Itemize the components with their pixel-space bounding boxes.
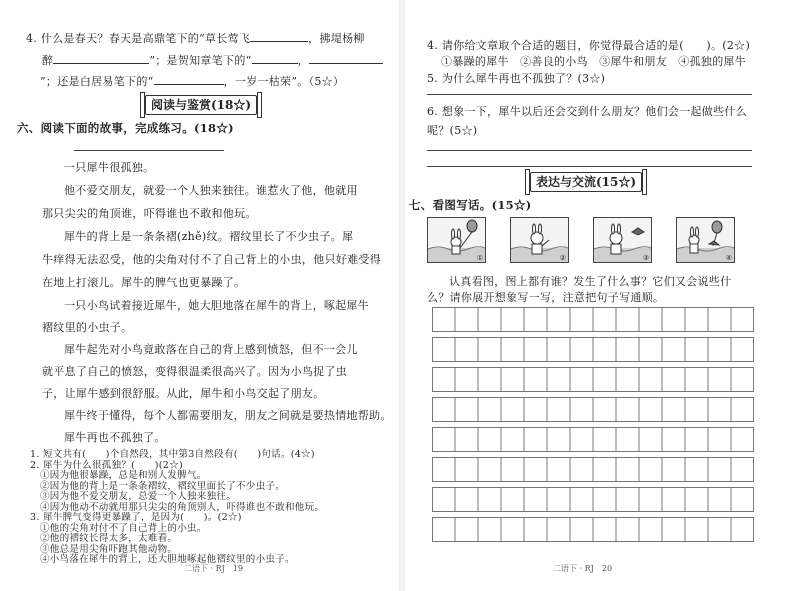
q5-answer-line[interactable] — [427, 94, 752, 95]
story-line: 牛痒得无法忍受，他的尖角对付不了自己背上的小虫，他只好难受得 — [42, 253, 381, 266]
story-picture-2 — [510, 217, 569, 263]
picture-number: ① — [476, 254, 483, 262]
section-reading-badge: 阅读与鉴赏(18☆) — [145, 95, 257, 115]
page-footer-left: 二语下 · RJ 19 — [184, 564, 244, 573]
page-footer-right: 二语下 · RJ 20 — [553, 564, 613, 573]
writing-prompt-line1: 认真看图，图上都有谁？发生了什么事？它们又会说些什 — [449, 275, 732, 288]
story-line: 一只犀牛很孤独。 — [64, 161, 155, 174]
q4-text: ”；还是白居易笔下的“ — [40, 75, 154, 88]
q3-option-2: ②他的褶纹长得太多，太难看。 — [40, 533, 178, 544]
picture-number: ② — [559, 254, 566, 262]
story-line: 犀牛终于懂得，每个人都需要朋友，朋友之间就是要热情地帮助。 — [64, 409, 392, 422]
q3-option-3: ③他总是用尖角吓跑其他动物。 — [40, 543, 178, 555]
picture-number: ③ — [642, 254, 649, 262]
story-line: 就平息了自己的愤怒，变得很温柔很高兴了。因为小鸟捉了虫 — [42, 365, 348, 378]
question-3: 3. 犀牛脾气变得更暴躁了，是因为( )。(2☆) — [30, 512, 242, 523]
right-question-4: 4. 请你给文章取个合适的题目，你觉得最合适的是( )。(2☆) — [427, 39, 751, 52]
question-1: 1. 短文共有( )个自然段，其中第3自然段有( )句话。(4☆) — [30, 449, 315, 460]
q3-option-1: ①他的尖角对付不了自己背上的小虫。 — [40, 522, 207, 534]
right-question-6-line1: 6. 想象一下，犀牛以后还会交到什么朋友？他们会一起做些什么 — [427, 105, 747, 118]
writing-prompt-line2: 么？请你展开想象写一写，注意把句子写通顺。 — [427, 291, 665, 304]
story-line: 一只小鸟试着接近犀牛，她大胆地落在犀牛的背上，啄起犀牛 — [64, 299, 370, 312]
story-picture-4 — [676, 217, 735, 263]
picture-number: ④ — [725, 254, 732, 262]
q4-text: 4. 什么是春天？春天是高鼎笔下的“草长莺飞 — [26, 32, 251, 45]
q2-option-3: ③因为他不爱交朋友，总爱一个人独来独往。 — [40, 491, 237, 502]
q4-text: ”；是贺知章笔下的“ — [149, 54, 252, 67]
q3-option-4: ④小鸟落在犀牛的背上，还大胆地啄起他褶纹里的小虫子。 — [40, 554, 295, 565]
right-question-6-line2: 呢？(5☆) — [427, 124, 478, 137]
right-page — [405, 0, 800, 591]
section-seven-title: 七、看图写话。(15☆) — [409, 198, 532, 212]
story-line: 犀牛起先对小鸟竟敢落在自己的背上感到愤怒，但不一会儿 — [64, 343, 358, 356]
right-question-5: 5. 为什么犀牛再也不孤独了？(3☆) — [427, 72, 606, 85]
story-line: 在地上打滚儿。犀牛的脾气也更暴躁了。 — [42, 276, 246, 289]
q4-text: ，拂堤杨柳 — [308, 32, 365, 45]
section-six-title: 六、阅读下面的故事，完成练习。(18☆) — [17, 121, 234, 135]
story-picture-1 — [427, 217, 486, 263]
q2-option-1: ①因为他很暴躁，总是和别人发脾气。 — [40, 470, 207, 481]
q4-text: ，一岁一枯荣”。（5☆） — [223, 75, 345, 88]
q4-text: 醉 — [42, 54, 54, 67]
section-express-badge: 表达与交流(15☆) — [530, 172, 642, 192]
question-2: 2. 犀牛为什么很孤独？( )(2☆) — [30, 459, 183, 471]
story-line: 子，让犀牛感到很舒服。从此，犀牛和小鸟交起了朋友。 — [42, 387, 325, 400]
story-line: 褶纹里的小虫子。 — [42, 321, 133, 334]
q6-answer-line-2[interactable] — [427, 166, 752, 167]
q6-answer-line-1[interactable] — [427, 150, 752, 151]
story-line: 犀牛的背上是一条条褶(zhě)纹。褶纹里长了不少虫子。犀 — [64, 230, 354, 243]
q2-option-4: ④因为他动不动就用那只尖尖的角顶别人，吓得谁也不敢和他玩。 — [40, 501, 325, 513]
story-picture-3 — [593, 217, 652, 263]
story-line: 那只尖尖的角顶谁，吓得谁也不敢和他玩。 — [42, 207, 257, 220]
story-line: 他不爱交朋友，就爱一个人独来独往。谁惹火了他，他就用 — [64, 184, 358, 197]
q4-text: ， — [297, 54, 309, 67]
story-line: 犀牛再也不孤独了。 — [64, 431, 166, 444]
right-q4-options: ①暴躁的犀牛 ②善良的小鸟 ③犀牛和朋友 ④孤独的犀牛 — [441, 55, 747, 68]
writing-grid[interactable] — [432, 307, 754, 551]
q2-option-2: ②因为他的背上是一条条褶纹，褶纹里面长了不少虫子。 — [40, 480, 286, 492]
